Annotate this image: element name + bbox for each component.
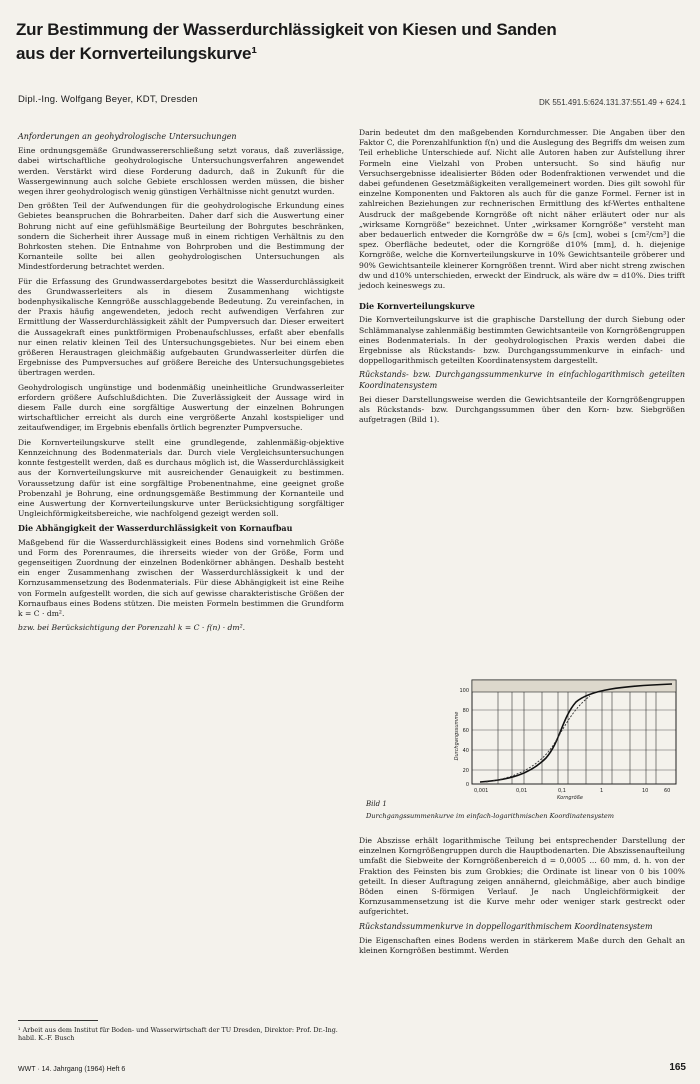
x-tick-0001: 0,001 [474, 788, 489, 794]
article-title: Zur Bestimmung der Wasserdurchlässigkeit von Kiesen und Sanden aus der Kornverteilungskurve¹ [16, 20, 557, 63]
y-tick-80: 80 [462, 708, 469, 714]
x-axis-label: Korngröße [557, 795, 583, 800]
section-heading: Die Kornverteilungskurve [359, 301, 475, 312]
paragraph: Geohydrologisch ungünstige und bodenmäßig uneinheitliche Grundwasserleiter erfordern größere Aufschlußdichten. Die Zuverlässigkeit der Aussage wird in diesem Falle durch eine sorgfältige Auswertung der einzelnen Bohrungen wirtschaftlicher erreicht als durch eine vergrößerte Anzahl kostspieliger und zeitaufwendiger, im Ergebnis ebenfalls örtlich begrenzter Pumpversuche. [18, 382, 344, 433]
y-axis-label: Durchgangssumme [454, 711, 460, 761]
y-tick-40: 40 [462, 748, 469, 754]
subsection-heading: Rückstands- bzw. Durchgangssummenkurve in einfachlogarithmisch geteilten Koordinatensystem [359, 370, 685, 390]
journal-reference: WWT · 14. Jahrgang (1964) Heft 6 [18, 1066, 126, 1073]
paragraph: Die Kornverteilungskurve ist die graphische Darstellung der durch Siebung oder Schlämmanalyse zahlenmäßig bestimmten Gewichtsanteile von Korngrößengruppen eines Bodenmaterials. In der geohydrologischen Praxis werden dabei die Ergebnisse als Rückstands- bzw. Durchgangssummenkurve in einfach- und doppellogarithmisch geteilten Koordinatensystem dargestellt. [359, 315, 685, 366]
right-column [359, 128, 685, 429]
x-tick-01: 0,1 [558, 788, 566, 794]
formula-line: bzw. bei Berücksichtigung der Porenzahl k = C · f(n) · dm². [18, 623, 246, 633]
author-line: Dipl.-Ing. Wolfgang Beyer, KDT, Dresden [18, 94, 198, 105]
y-tick-20: 20 [462, 768, 469, 774]
x-tick-001: 0,01 [516, 788, 528, 794]
footnote: ¹ Arbeit aus dem Institut für Boden- und Wasserwirtschaft der TU Dresden, Direktor: Prof. Dr.-Ing. habil. K.-F. Busch [18, 1026, 338, 1043]
left-column [18, 128, 344, 637]
y-tick-0: 0 [465, 782, 469, 788]
right-column-lower [359, 836, 685, 960]
x-tick-10: 10 [642, 788, 649, 794]
paragraph: Maßgebend für die Wasserdurchlässigkeit eines Bodens sind vornehmlich Größe und Form des Porenraumes, die ihrerseits wieder von der Größe, Form und gegenseitigen Zuordnung der einzelnen Bodenkörner abhängen. Deshalb besteht ein enger Zusammenhang zwischen der Wasserdurchlässigkeit k und der Kornzusammensetzung des Bodenmaterials. Für diese Abhängigkeit ist eine Reihe von Formeln aufgestellt worden, die sich auf gewisse charakteristische Größen der Kornaufbaus eines Bodens stützen. Die meisten Formeln bestimmen die Grundform k = C · dm². [18, 537, 344, 618]
x-tick-1: 1 [600, 788, 604, 794]
footnote-divider [18, 1020, 98, 1021]
page-number: 165 [669, 1062, 686, 1073]
grain-size-figure [450, 674, 680, 800]
section-heading: Anforderungen an geohydrologische Untersuchungen [18, 132, 237, 141]
paragraph: Für die Erfassung des Grundwasserdargebotes besitzt die Wasserdurchlässigkeit des Grundwasserleiters als in diesem Zusammenhang wichtigste bodenphysikalische Kenngröße ausschlaggebende Bedeutung. Zu vereinfachen, in der Praxis häufig angewendeten, jedoch recht aufwendigen Verfahren zur Ermittlung der Wasserdurchlässigkeit zählt der Pumpversuch dar. Dieser erweitert die Aussagekraft eines punktförmigen Probenaufschlusses, erfaßt aber ebenfalls nur einen relativ kleinen Teil des Untersuchungsgebietes. Nur bei einem eben größeren Heraustragen gleichmäßig aufgebauten Grundwasserleiter dürfen die Ergebnisse des Pumpversuches auf größere Bereiche des Untersuchungsgebietes übertragen werden. [18, 276, 344, 378]
y-tick-100: 100 [459, 688, 469, 694]
paragraph: Bei dieser Darstellungsweise werden die Gewichtsanteile der Korngrößengruppen als Rückstands- bzw. Durchgangssummen über den Korn- bzw. Siebgrößen aufgetragen (Bild 1). [359, 394, 685, 425]
paragraph: Den größten Teil der Aufwendungen für die geohydrologische Erkundung eines Gebietes beanspruchen die Bohrarbeiten. Daher darf sich die Auswertung einer Bohrung nicht auf eine gefühlsmäßige Beurteilung der Bohrgutes beschränken, sondern die Sicherheit ihrer Aussage muß in einem richtigen Verhältnis zu den Bohrkosten stehen. Die Entnahme von Bohrproben und die Bestimmung der Kornanteile sollte bei allen geohydrologischen Untersuchungen als Mindestforderung betrachtet werden. [18, 201, 344, 272]
paragraph: Darin bedeutet dm den maßgebenden Korndurchmesser. Die Angaben über den Faktor C, die Porenzahlfunktion f(n) und die Auslegung des Begriffs dm weisen zum Teil erhebliche Unterschiede auf. Nicht alle Autoren haben zur Aufstellung ihrer Formeln eine Vielzahl von Proben untersucht. So sind häufig nur Versuchsergebnisse idealisierter Böden oder Bodenfraktionen verwendet und die dabei gefundenen Gesetzmäßigkeiten verallgemeinert worden. Dies gilt sowohl für einzelne Komponenten und Faktoren als auch für die ganze Formel. Ferner ist in zahlreichen Beziehungen zur rechnerischen Ermittlung des kf-Wertes enthaltene Ausdruck der maßgebende Korngröße oft nicht näher erläutert oder nur als „wirksame Korngröße“ bezeichnet. Unter „wirksamer Korngröße“ versteht man aber bedauerlich entweder die Korngröße dw = 6/s [cm], wobei s [cm²/cm³] die spez. Oberfläche bedeutet, oder die Korngröße d10% [mm], d. h. diejenige Korngröße, welche die Kornverteilungskurve in 10% Gewichtsanteile gröberer und 90% Gewichtsanteile kleinerer Korngrößen trennt. Wird aber nicht streng zwischen dw und d10% unterschieden, erweckt der Eindruck, als wäre dw = d10%. Dies trifft jedoch keineswegs zu. [359, 128, 685, 291]
x-tick-60: 60 [664, 788, 671, 794]
figure-caption: Durchgangssummenkurve im einfach-logarithmischen Koordinatensystem [366, 812, 615, 820]
classification-code: DK 551.491.5:624.131.37:551.49 + 624.1 [538, 98, 686, 107]
paragraph: Die Eigenschaften eines Bodens werden in stärkerem Maße durch den Gehalt an kleinen Korngrößen bestimmt. Werden [359, 935, 685, 956]
figure-label: Bild 1 [366, 800, 387, 808]
paragraph: Die Kornverteilungskurve stellt eine grundlegende, zahlenmäßig-objektive Kennzeichnung des Bodenmaterials dar. Durch viele Vergleichsuntersuchungen konnte festgestellt werden, daß es durchaus möglich ist, die Wasserdurchlässigkeit aus der Kornverteilungskurve mit ausreichender Genauigkeit zu bestimmen. Voraussetzung dafür ist eine sorgfältige Probenentnahme, eine geeignet große Probenzahl je Bohrung, eine ordnungsgemäße Bestimmung der Kornanteile und eine Auswertung der Kornverteilungskurve unter Berücksichtigung sorgfältiger Ungleichförmigkeitsbereiche, wie nachfolgend gezeigt werden soll. [18, 437, 344, 519]
section-heading: Die Abhängigkeit der Wasserdurchlässigkeit von Kornaufbau [18, 523, 293, 534]
paragraph: Eine ordnungsgemäße Grundwassererschließung setzt voraus, daß zuverlässige, dabei wirtschaftliche geohydrologische Untersuchungsverfahren angewendet werden. Verstärkt wird diese Forderung dadurch, daß in Zukunft für die Wassergewinnung auch solche Gebiete erschlossen werden müssen, die bisher wegen ihrer geohydrologisch wenig günstigen Verhältnisse nicht genutzt wurden. [18, 146, 344, 197]
subsection-heading: Rückstandssummenkurve in doppellogarithmischem Koordinatensystem [359, 921, 653, 931]
y-tick-60: 60 [462, 728, 469, 734]
paragraph: Die Abszisse erhält logarithmische Teilung bei entsprechender Darstellung der einzelnen Korngrößengruppen durch die Hauptbodenarten. Die Abszissenaufteilung umfaßt die Siebweite der Korngrößenbereich d = 0,0005 ... 60 mm, d. h. von der Fraktion des Feinsten bis zum Grobkies; die Ordinate ist linear von 0 bis 100% geteilt. In dieser Auftragung zeigen annähernd, gleichmäßige, aber auch bindige Böden einen S-förmigen Verlauf. Je nach Ungleichförmigkeit der Kornzusammensetzung ist die Kurve mehr oder weniger stark gestreckt oder aufgerichtet. [359, 836, 685, 917]
